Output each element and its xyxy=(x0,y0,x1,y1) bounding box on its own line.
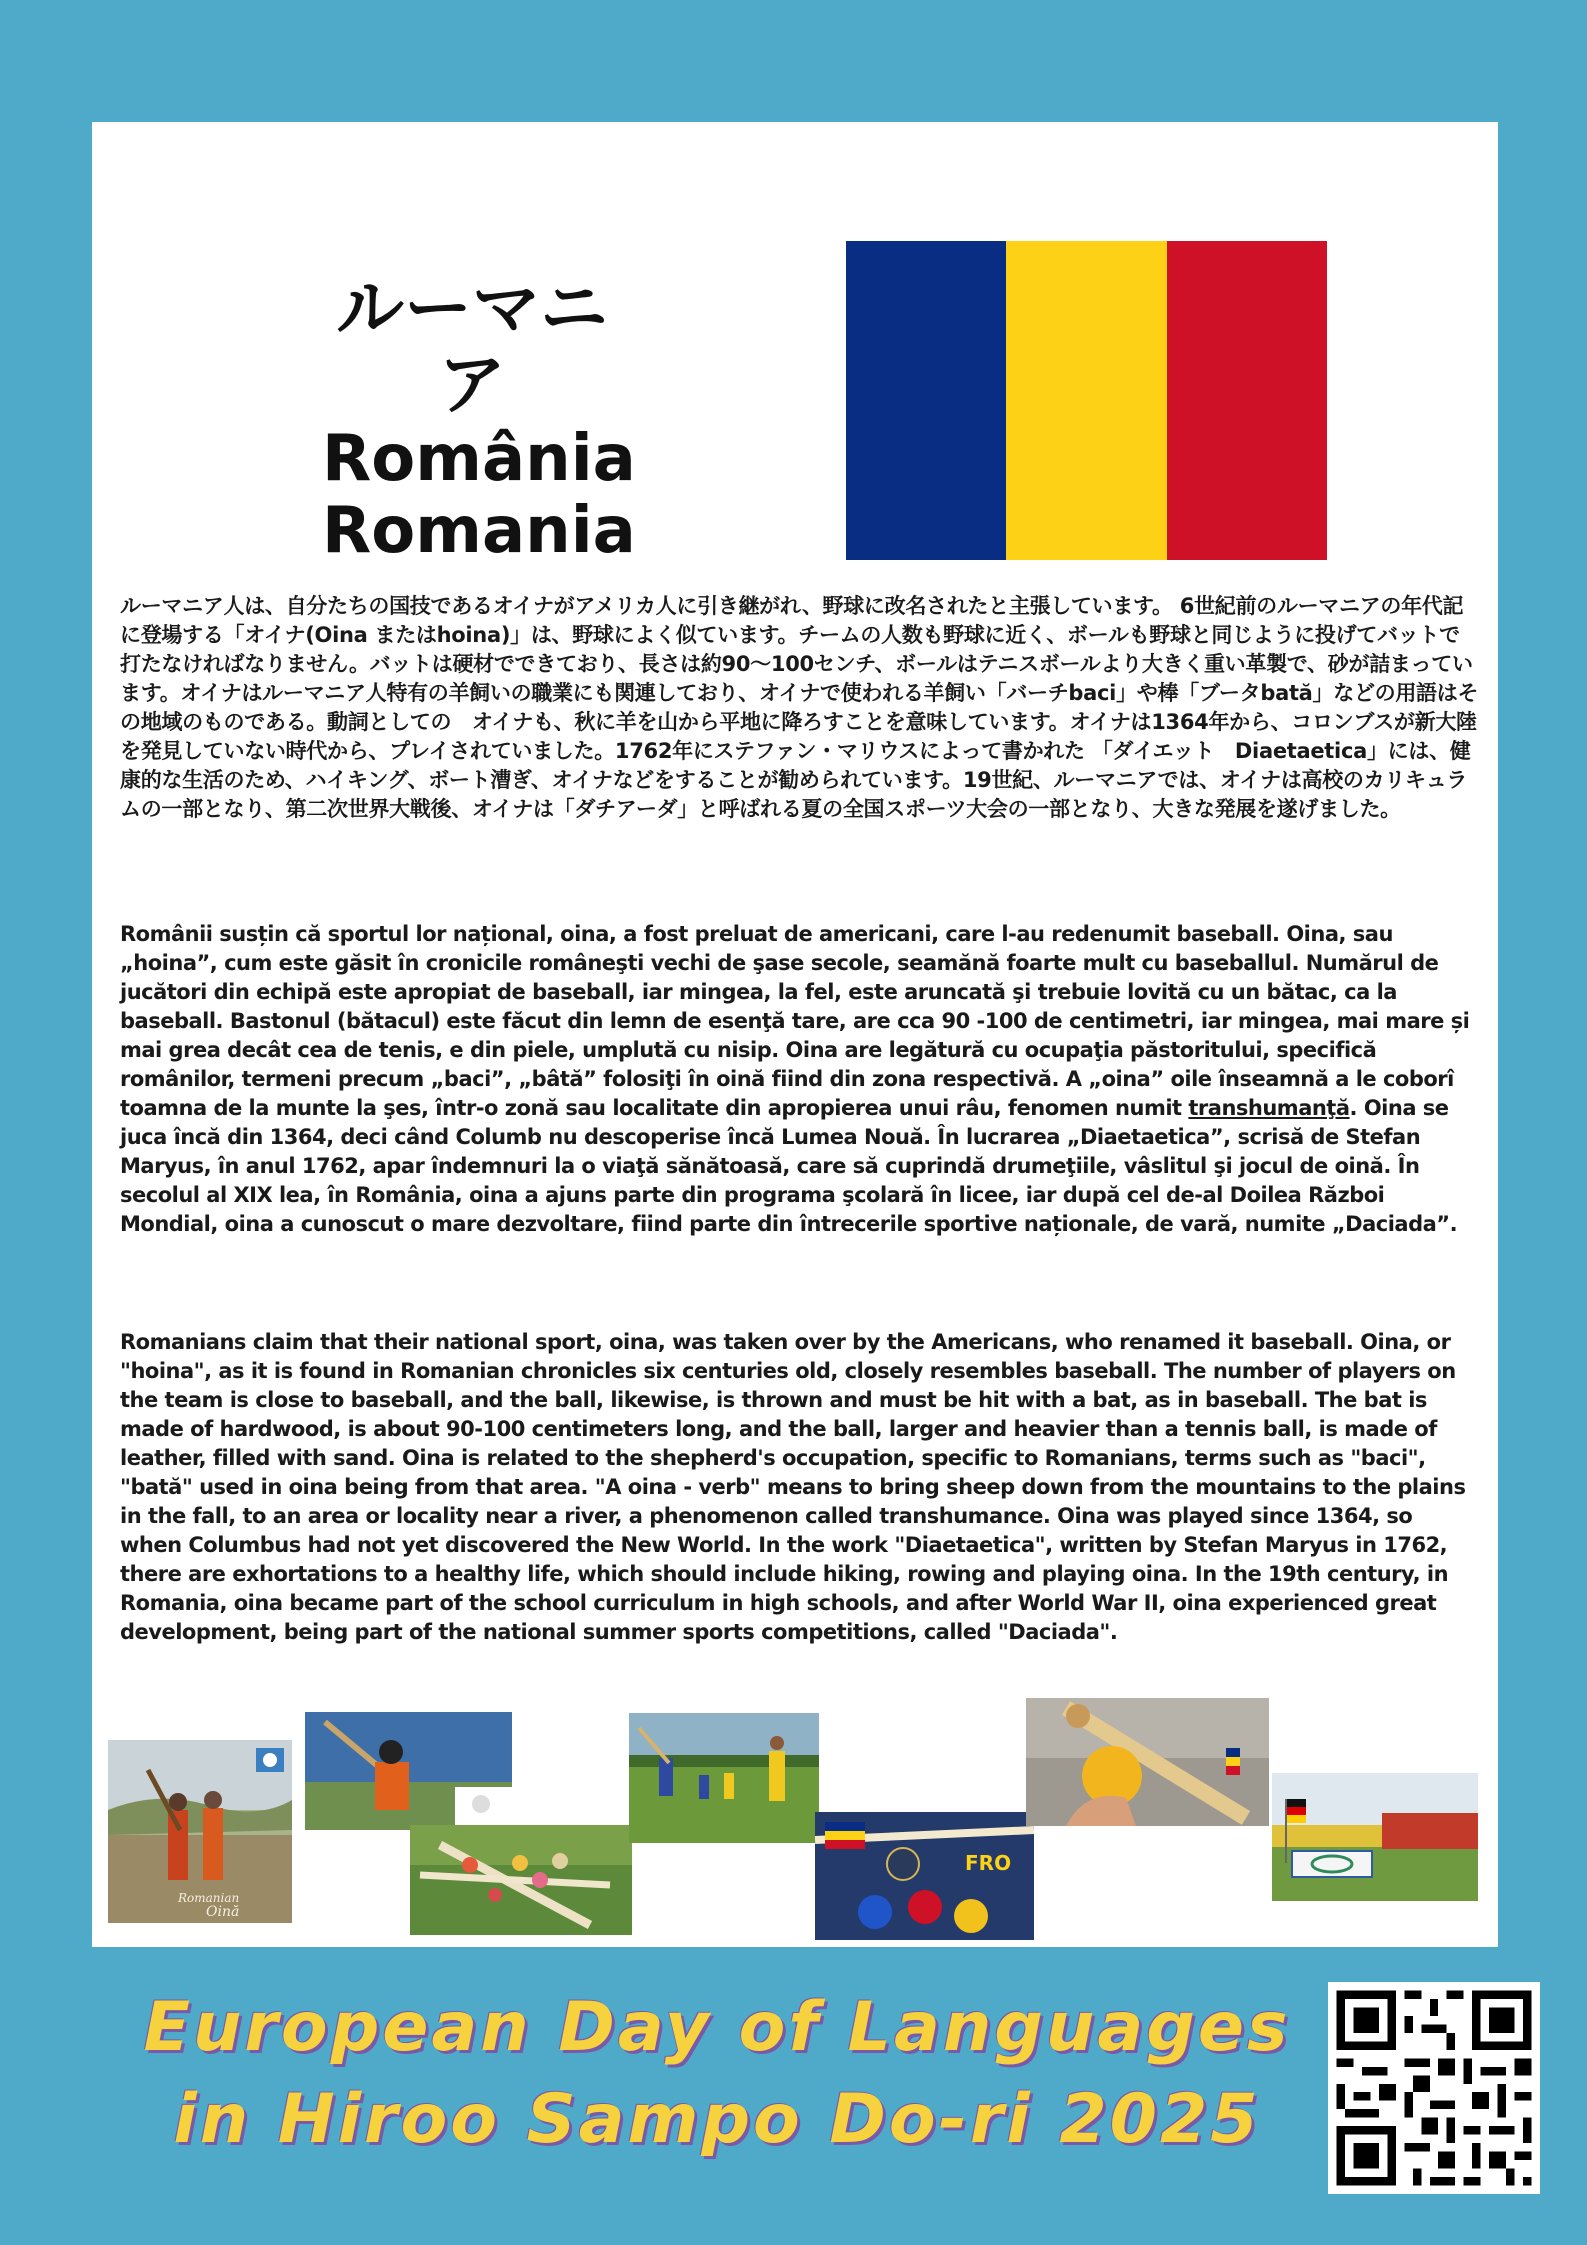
flag-stripe-red xyxy=(1167,241,1327,560)
flag-stripe-yellow xyxy=(1006,241,1166,560)
photo-batter xyxy=(305,1712,512,1830)
title-romanian: România xyxy=(322,422,636,497)
paragraph-romanian xyxy=(120,920,1480,1239)
romania-flag xyxy=(846,241,1327,560)
frb-logo-text: FRO xyxy=(965,1851,1012,1875)
photo-oina-poster xyxy=(108,1740,292,1923)
transhumanta-link[interactable]: transhumanţă xyxy=(1188,1096,1350,1120)
paragraph-romanian-part1: Românii susțin că sportul lor național, oina, a fost preluat de americani, care l-au redenumit baseball. Oina, sau „hoina”, cum este găsit în cronicile româneşti vechi de şase secole, seamănă foarte mult cu baseballul. Numărul de jucători din echipă este apropiat de baseball, iar mingea, la fel, este aruncată şi trebuie lovită cu un bătac, ca la baseball. Bastonul (bătacul) este făcut din lemn de esenţă tare, are cca 90 -100 de centimetri, iar mingea, mai mare și mai grea decât cea de tenis, e din piele, umplută cu nisip. Oina are legătură cu ocupaţia păstoritului, specifică românilor, termeni precum „baci”, „bâtă” folosiţi în oină fiind din zona respectivă. A „oina” oile înseamnă a le coborî toamna de la munte la şes, într-o zonă sau localitate din apropierea unui râu, fenomen numit xyxy=(120,922,1470,1120)
paragraph-english: Romanians claim that their national sport, oina, was taken over by the Americans, who renamed it baseball. Oina, or "hoina", as it is found in Romanian chronicles six centuries old, closely resembles baseball. The number of players on the team is close to baseball, and the ball, likewise, is thrown and must be hit with a bat, as in baseball. The bat is made of hardwood, is about 90-100 centimeters long, and the ball, larger and heavier than a tennis ball, is made of leather, filled with sand. Oina is related to the shepherd's occupation, specific to Romanians, terms such as "baci", "bată" used in oina being from that area. "A oina - verb" means to bring sheep down from the mountains to the plains in the fall, to an area or locality near a river, a phenomenon called transhumance. Oina was played since 1364, so when Columbus had not yet discovered the New World. In the work "Diaetaetica", written by Stefan Maryus in 1762, there are exhortations to a healthy life, which should include hiking, rowing and playing oina. In the 19th century, in Romania, oina became part of the school curriculum in high schools, and after World War II, oina experienced great development, being part of the national summer sports competitions, called "Daciada". xyxy=(120,1330,1466,1644)
photo-match-field xyxy=(629,1713,819,1843)
photo-bats-and-balls xyxy=(410,1825,632,1935)
poster-caption-2: Oină xyxy=(206,1904,240,1920)
title-japanese: ルーマニア xyxy=(335,270,608,426)
content-card xyxy=(92,122,1498,1947)
photo-parade xyxy=(1272,1773,1478,1901)
photo-frb-balls xyxy=(815,1812,1034,1940)
footer-event-title xyxy=(112,1982,1322,2166)
qr-code[interactable] xyxy=(1328,1982,1540,2194)
photo-ball-in-hand xyxy=(1026,1698,1269,1826)
paragraph-japanese: ルーマニア人は、自分たちの国技であるオイナがアメリカ人に引き継がれ、野球に改名されたと主張しています。 6世紀前のルーマニアの年代記に登場する「オイナ(Oina またはhoina)」は、野球によく似ています。チームの人数も野球に近く、ボールも野球と同じように投げてバットで打たなければなりません。バットは硬材でできており、長さは約90～100センチ、ボールはテニスボールより大きく重い革製で、砂が詰まっています。オイナはルーマニア人特有の羊飼いの職業にも関連しており、オイナで使われる羊飼い「バーチbaci」や棒「ブータbată」などの用語はその地域のものである。動詞としての オイナも、秋に羊を山から平地に降ろすことを意味しています。オイナは1364年から、コロンブスが新大陸を発見していない時代から、プレイされていました。1762年にステファン・マリウスによって書かれた 「ダイエット Diaetaetica」には、健康的な生活のため、ハイキング、ボート漕ぎ、オイナなどをすることが勧められています。19世紀、ルーマニアでは、オイナは高校のカリキュラムの一部となり、第二次世界大戦後、オイナは「ダチアーダ」と呼ばれる夏の全国スポーツ大会の一部となり、大きな発展を遂げました。 xyxy=(120,594,1479,821)
poster-caption-1: Romanian xyxy=(178,1891,240,1905)
flag-stripe-blue xyxy=(846,241,1006,560)
country-title xyxy=(322,270,636,568)
paragraph-romanian-part2: . Oina se juca încă din 1364, deci când Columb nu descoperise încă Lumea Nouă. În lucrarea „Diaetaetica”, scrisă de Stefan Maryus, în anul 1762, apar îndemnuri la o viaţă sănătoasă, care să cuprindă drumeţiile, vâslitul şi jocul de oină. În secolul al XIX lea, în România, oina a ajuns parte din programa şcolară în licee, iar după cel de-al Doilea Război Mondial, oina a cunoscut o mare dezvoltare, fiind parte din întrecerile sportive naționale, de vară, numite „Daciada”. xyxy=(120,1096,1458,1236)
footer-line-2: in Hiroo Sampo Do-ri 2025 xyxy=(173,2080,1261,2159)
footer-line-1: European Day of Languages xyxy=(143,1988,1291,2067)
title-english: Romania xyxy=(322,493,636,568)
